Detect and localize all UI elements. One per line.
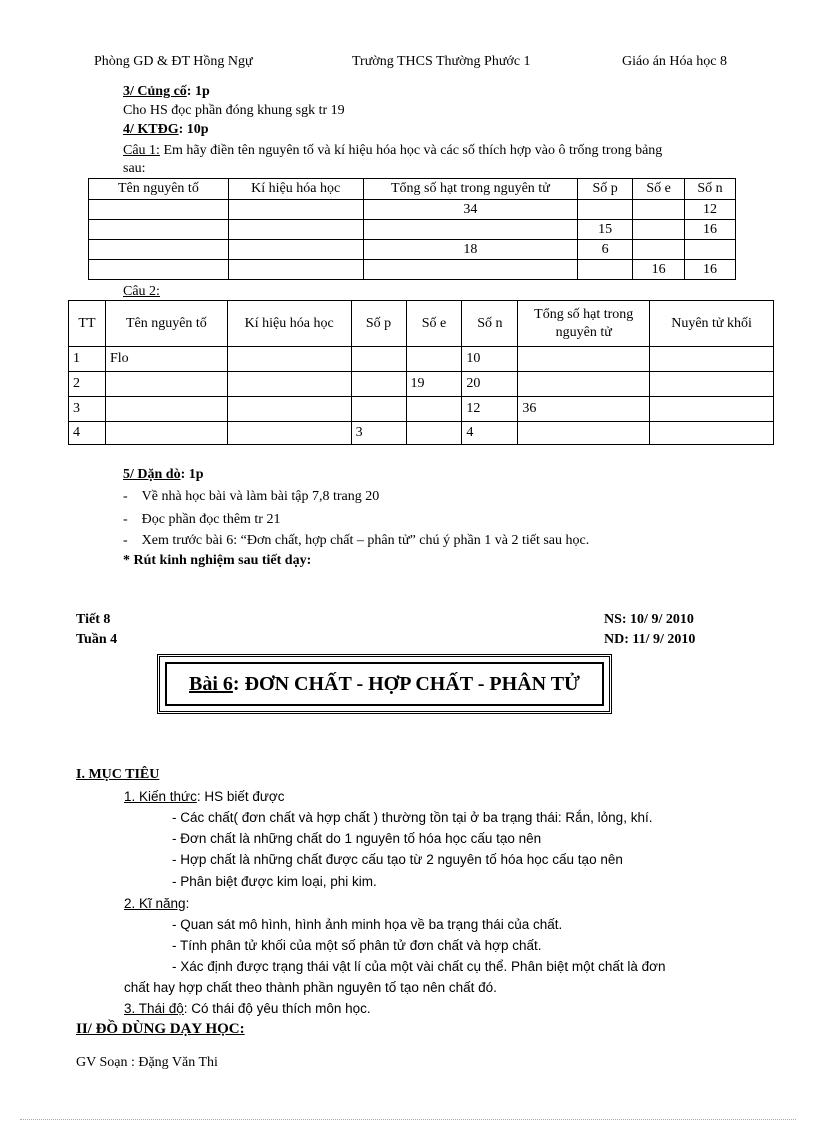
table-header-cell: Số e [406, 301, 462, 347]
table-1-header-row [89, 179, 736, 200]
list-item: - Các chất( đơn chất và hợp chất ) thường tồn tại ở ba trạng thái: Rắn, lỏng, khí. [172, 810, 653, 825]
table-header-cell: Tên nguyên tố [89, 179, 229, 200]
question-1-label: Câu 1: [123, 143, 160, 158]
table-cell: 2 [69, 372, 106, 397]
table-cell [406, 347, 462, 372]
table-cell [406, 397, 462, 422]
knowledge-label: 1. Kiến thức [124, 789, 197, 804]
table-cell [105, 397, 227, 422]
table-cell: 12 [462, 397, 518, 422]
table-row [69, 397, 774, 422]
table-row [69, 372, 774, 397]
table-cell [228, 200, 363, 220]
table-cell [650, 372, 774, 397]
table-cell [518, 422, 650, 445]
table-cell: 3 [351, 422, 406, 445]
table-cell [227, 397, 351, 422]
table-cell [227, 422, 351, 445]
list-item: - Xác định được trạng thái vật lí của một vài chất cụ thể. Phân biệt một chất là đơn [172, 959, 666, 974]
dando-item: Về nhà học bài và làm bài tập 7,8 trang 20 [141, 489, 380, 504]
table-header-cell: Tổng số hạt trong nguyên tử [363, 179, 578, 200]
table-cell [406, 422, 462, 445]
table-cell [578, 200, 633, 220]
table-header-cell: Nuyên tử khối [650, 301, 774, 347]
cungco-heading: 3/ Củng cố [123, 84, 187, 99]
teaching-date: ND: 11/ 9/ 2010 [604, 632, 696, 647]
table-cell: Flo [105, 347, 227, 372]
dando-heading-line [123, 467, 204, 483]
table-cell: 18 [363, 240, 578, 260]
knowledge-heading [124, 789, 285, 804]
table-cell: 4 [462, 422, 518, 445]
table-cell [363, 260, 578, 280]
header-subject: Giáo án Hóa học 8 [622, 54, 727, 69]
table-row [69, 347, 774, 372]
lesson-title-box [157, 654, 612, 714]
table-row [89, 220, 736, 240]
table-cell [351, 372, 406, 397]
table-cell [105, 422, 227, 445]
skills-text: : [185, 896, 190, 911]
table-cell: 19 [406, 372, 462, 397]
review-note: * Rút kinh nghiệm sau tiết dạy: [123, 553, 312, 568]
table-row [89, 260, 736, 280]
list-item: - Đọc phần đọc thêm tr 21 [123, 512, 281, 527]
table-cell [650, 347, 774, 372]
table-header-cell: Số n [685, 179, 736, 200]
ktdg-time: : 10p [178, 122, 209, 137]
header-school-dept: Phòng GD & ĐT Hồng Ngự [94, 54, 253, 69]
list-item: - Quan sát mô hình, hình ảnh minh họa về ba trạng thái của chất. [172, 917, 563, 932]
table-cell [650, 422, 774, 445]
question-1-text-cont: sau: [123, 161, 146, 176]
table-cell: 20 [462, 372, 518, 397]
list-item: - Xem trước bài 6: “Đơn chất, hợp chất – phân tử” chú ý phần 1 và 2 tiết sau học. [123, 533, 590, 548]
table-header-cell: Kí hiệu hóa học [228, 179, 363, 200]
list-item-cont: chất hay hợp chất theo thành phần nguyên tố tạo nên chất đó. [124, 980, 497, 995]
table-row [89, 240, 736, 260]
ktdg-heading: 4/ KTĐG [123, 122, 179, 137]
table-cell [633, 240, 685, 260]
table-1 [88, 178, 736, 280]
table-cell: 34 [363, 200, 578, 220]
question-1 [123, 143, 662, 159]
table-cell [351, 397, 406, 422]
dando-heading: 5/ Dặn dò [123, 467, 181, 482]
table-cell: 1 [69, 347, 106, 372]
table-cell: 36 [518, 397, 650, 422]
attitude-line [124, 1001, 371, 1016]
table-cell [228, 220, 363, 240]
table-cell [518, 372, 650, 397]
table-cell: 6 [578, 240, 633, 260]
knowledge-text: : HS biết được [196, 789, 285, 804]
lesson-week: Tuần 4 [76, 632, 118, 647]
attitude-label: 3. Thái độ [124, 1001, 184, 1016]
table-cell: 12 [685, 200, 736, 220]
table-cell [89, 240, 229, 260]
table-cell [89, 260, 229, 280]
table-cell [633, 220, 685, 240]
table-cell: 3 [69, 397, 106, 422]
table-cell: 4 [69, 422, 106, 445]
skills-heading [124, 896, 189, 911]
header-school-name: Trường THCS Thường Phước 1 [352, 54, 531, 69]
table-cell [351, 347, 406, 372]
table-cell: 16 [685, 220, 736, 240]
footer-author: GV Soạn : Đặng Văn Thi [76, 1055, 218, 1070]
list-item: - Phân biệt được kim loại, phi kim. [172, 874, 377, 889]
page-bottom-divider [20, 1119, 796, 1120]
table-2-header-row [69, 301, 774, 347]
dando-time: : 1p [180, 467, 204, 482]
dando-item: Đọc phần đọc thêm tr 21 [141, 512, 281, 527]
table-cell [227, 347, 351, 372]
dando-item: Xem trước bài 6: “Đơn chất, hợp chất – phân tử” chú ý phần 1 và 2 tiết sau học. [141, 533, 590, 548]
question-1-text: Em hãy điền tên nguyên tố và kí hiệu hóa học và các số thích hợp vào ô trống trong bảng [159, 143, 663, 158]
cungco-text: Cho HS đọc phần đóng khung sgk tr 19 [123, 103, 345, 118]
table-header-cell: Tên nguyên tố [105, 301, 227, 347]
table-header-cell: Số n [462, 301, 518, 347]
table-header-cell: Tổng số hạt trong nguyên tử [518, 301, 650, 347]
table-cell [633, 200, 685, 220]
table-cell [363, 220, 578, 240]
table-cell [685, 240, 736, 260]
table-row [69, 422, 774, 445]
table-cell [228, 260, 363, 280]
lesson-period: Tiết 8 [76, 612, 111, 627]
lesson-title [165, 662, 604, 706]
lesson-title-text: : ĐƠN CHẤT - HỢP CHẤT - PHÂN TỬ [232, 672, 580, 695]
table-cell [578, 260, 633, 280]
table-2 [68, 300, 774, 445]
table-header-cell: Kí hiệu hóa học [227, 301, 351, 347]
table-cell [89, 220, 229, 240]
table-header-cell: Số p [578, 179, 633, 200]
lesson-title-label: Bài 6 [189, 672, 233, 695]
ktdg-heading-line [123, 122, 209, 138]
table-cell: 15 [578, 220, 633, 240]
section-objectives: I. MỤC TIÊU [76, 767, 160, 782]
question-2-label: Câu 2: [123, 284, 160, 299]
list-item: - Hợp chất là những chất được cấu tạo từ 2 nguyên tố hóa học cấu tạo nên [172, 852, 623, 867]
attitude-text: : Có thái độ yêu thích môn học. [183, 1001, 371, 1016]
table-cell: 16 [633, 260, 685, 280]
table-cell [89, 200, 229, 220]
table-header-cell: Số p [351, 301, 406, 347]
table-header-cell: TT [69, 301, 106, 347]
table-cell [650, 397, 774, 422]
table-cell [228, 240, 363, 260]
table-cell [518, 347, 650, 372]
cungco-heading-line [123, 84, 210, 100]
table-cell [227, 372, 351, 397]
table-cell: 10 [462, 347, 518, 372]
list-item: - Về nhà học bài và làm bài tập 7,8 trang 20 [123, 489, 380, 504]
skills-label: 2. Kĩ năng [124, 896, 186, 911]
table-row [89, 200, 736, 220]
table-cell [105, 372, 227, 397]
table-cell: 16 [685, 260, 736, 280]
list-item: - Đơn chất là những chất do 1 nguyên tố hóa học cấu tạo nên [172, 831, 542, 846]
table-header-cell: Số e [633, 179, 685, 200]
list-item: - Tính phân tử khối của một số phân tử đơn chất và hợp chất. [172, 938, 542, 953]
prep-date: NS: 10/ 9/ 2010 [604, 612, 694, 627]
section-materials: II/ ĐỒ DÙNG DẠY HỌC: [76, 1021, 245, 1037]
cungco-time: : 1p [186, 84, 210, 99]
